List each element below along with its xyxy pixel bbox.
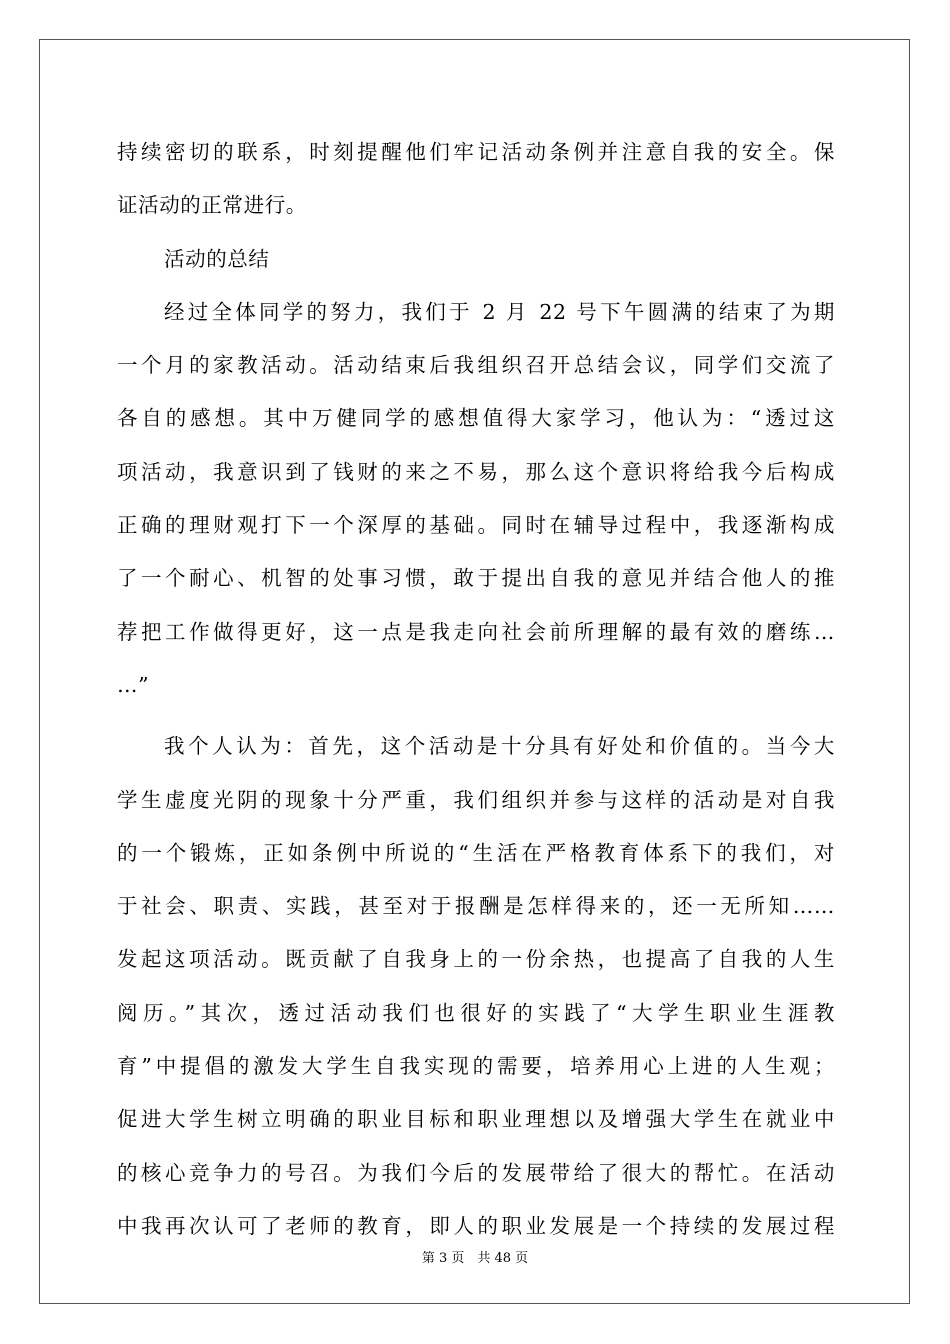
text-line: 了一个耐心、机智的处事习惯，敢于提出自我的意见并结合他人的推 [117, 566, 835, 591]
text-line: …” [117, 672, 150, 697]
text-line: 中我再次认可了老师的教育，即人的职业发展是一个持续的发展过程 [117, 1213, 835, 1238]
text-line: 项活动，我意识到了钱财的来之不易，那么这个意识将给我今后构成 [117, 459, 835, 484]
page-number-footer: 第 3 页 共 48 页 [421, 1251, 529, 1266]
text-line: 育”中提倡的激发大学生自我实现的需要，培养用心上进的人生观； [117, 1054, 835, 1079]
text-line: 一个月的家教活动。活动结束后我组织召开总结会议，同学们交流了 [117, 353, 835, 378]
text-line: 活动的总结 [164, 246, 270, 271]
document-body [117, 126, 835, 1253]
text-line: 促进大学生树立明确的职业目标和职业理想以及增强大学生在就业中 [117, 1107, 835, 1132]
text-line: 正确的理财观打下一个深厚的基础。同时在辅导过程中，我逐渐构成 [117, 513, 835, 538]
text-line: 于社会、职责、实践，甚至对于报酬是怎样得来的，还一无所知…… [117, 894, 835, 919]
text-line: 经过全体同学的努力，我们于 2 月 22 号下午圆满的结束了为期 [164, 299, 835, 324]
text-line: 各自的感想。其中万健同学的感想值得大家学习，他认为：“透过这 [117, 406, 835, 431]
text-line: 荐把工作做得更好，这一点是我走向社会前所理解的最有效的磨练… [117, 619, 835, 644]
text-line: 的核心竞争力的号召。为我们今后的发展带给了很大的帮忙。在活动 [117, 1160, 835, 1185]
text-line: 证活动的正常进行。 [117, 193, 307, 218]
text-line: 阅历。”其次，透过活动我们也很好的实践了“大学生职业生涯教 [117, 1000, 835, 1025]
text-line: 持续密切的联系，时刻提醒他们牢记活动条例并注意自我的安全。保 [117, 140, 835, 164]
text-line: 我个人认为：首先，这个活动是十分具有好处和价值的。当今大 [164, 734, 835, 759]
text-line: 学生虚度光阴的现象十分严重，我们组织并参与这样的活动是对自我 [117, 787, 835, 812]
text-line: 的一个锻炼，正如条例中所说的“生活在严格教育体系下的我们，对 [117, 840, 835, 865]
text-line: 发起这项活动。既贡献了自我身上的一份余热，也提高了自我的人生 [117, 947, 835, 972]
paragraph-gap [117, 712, 835, 720]
